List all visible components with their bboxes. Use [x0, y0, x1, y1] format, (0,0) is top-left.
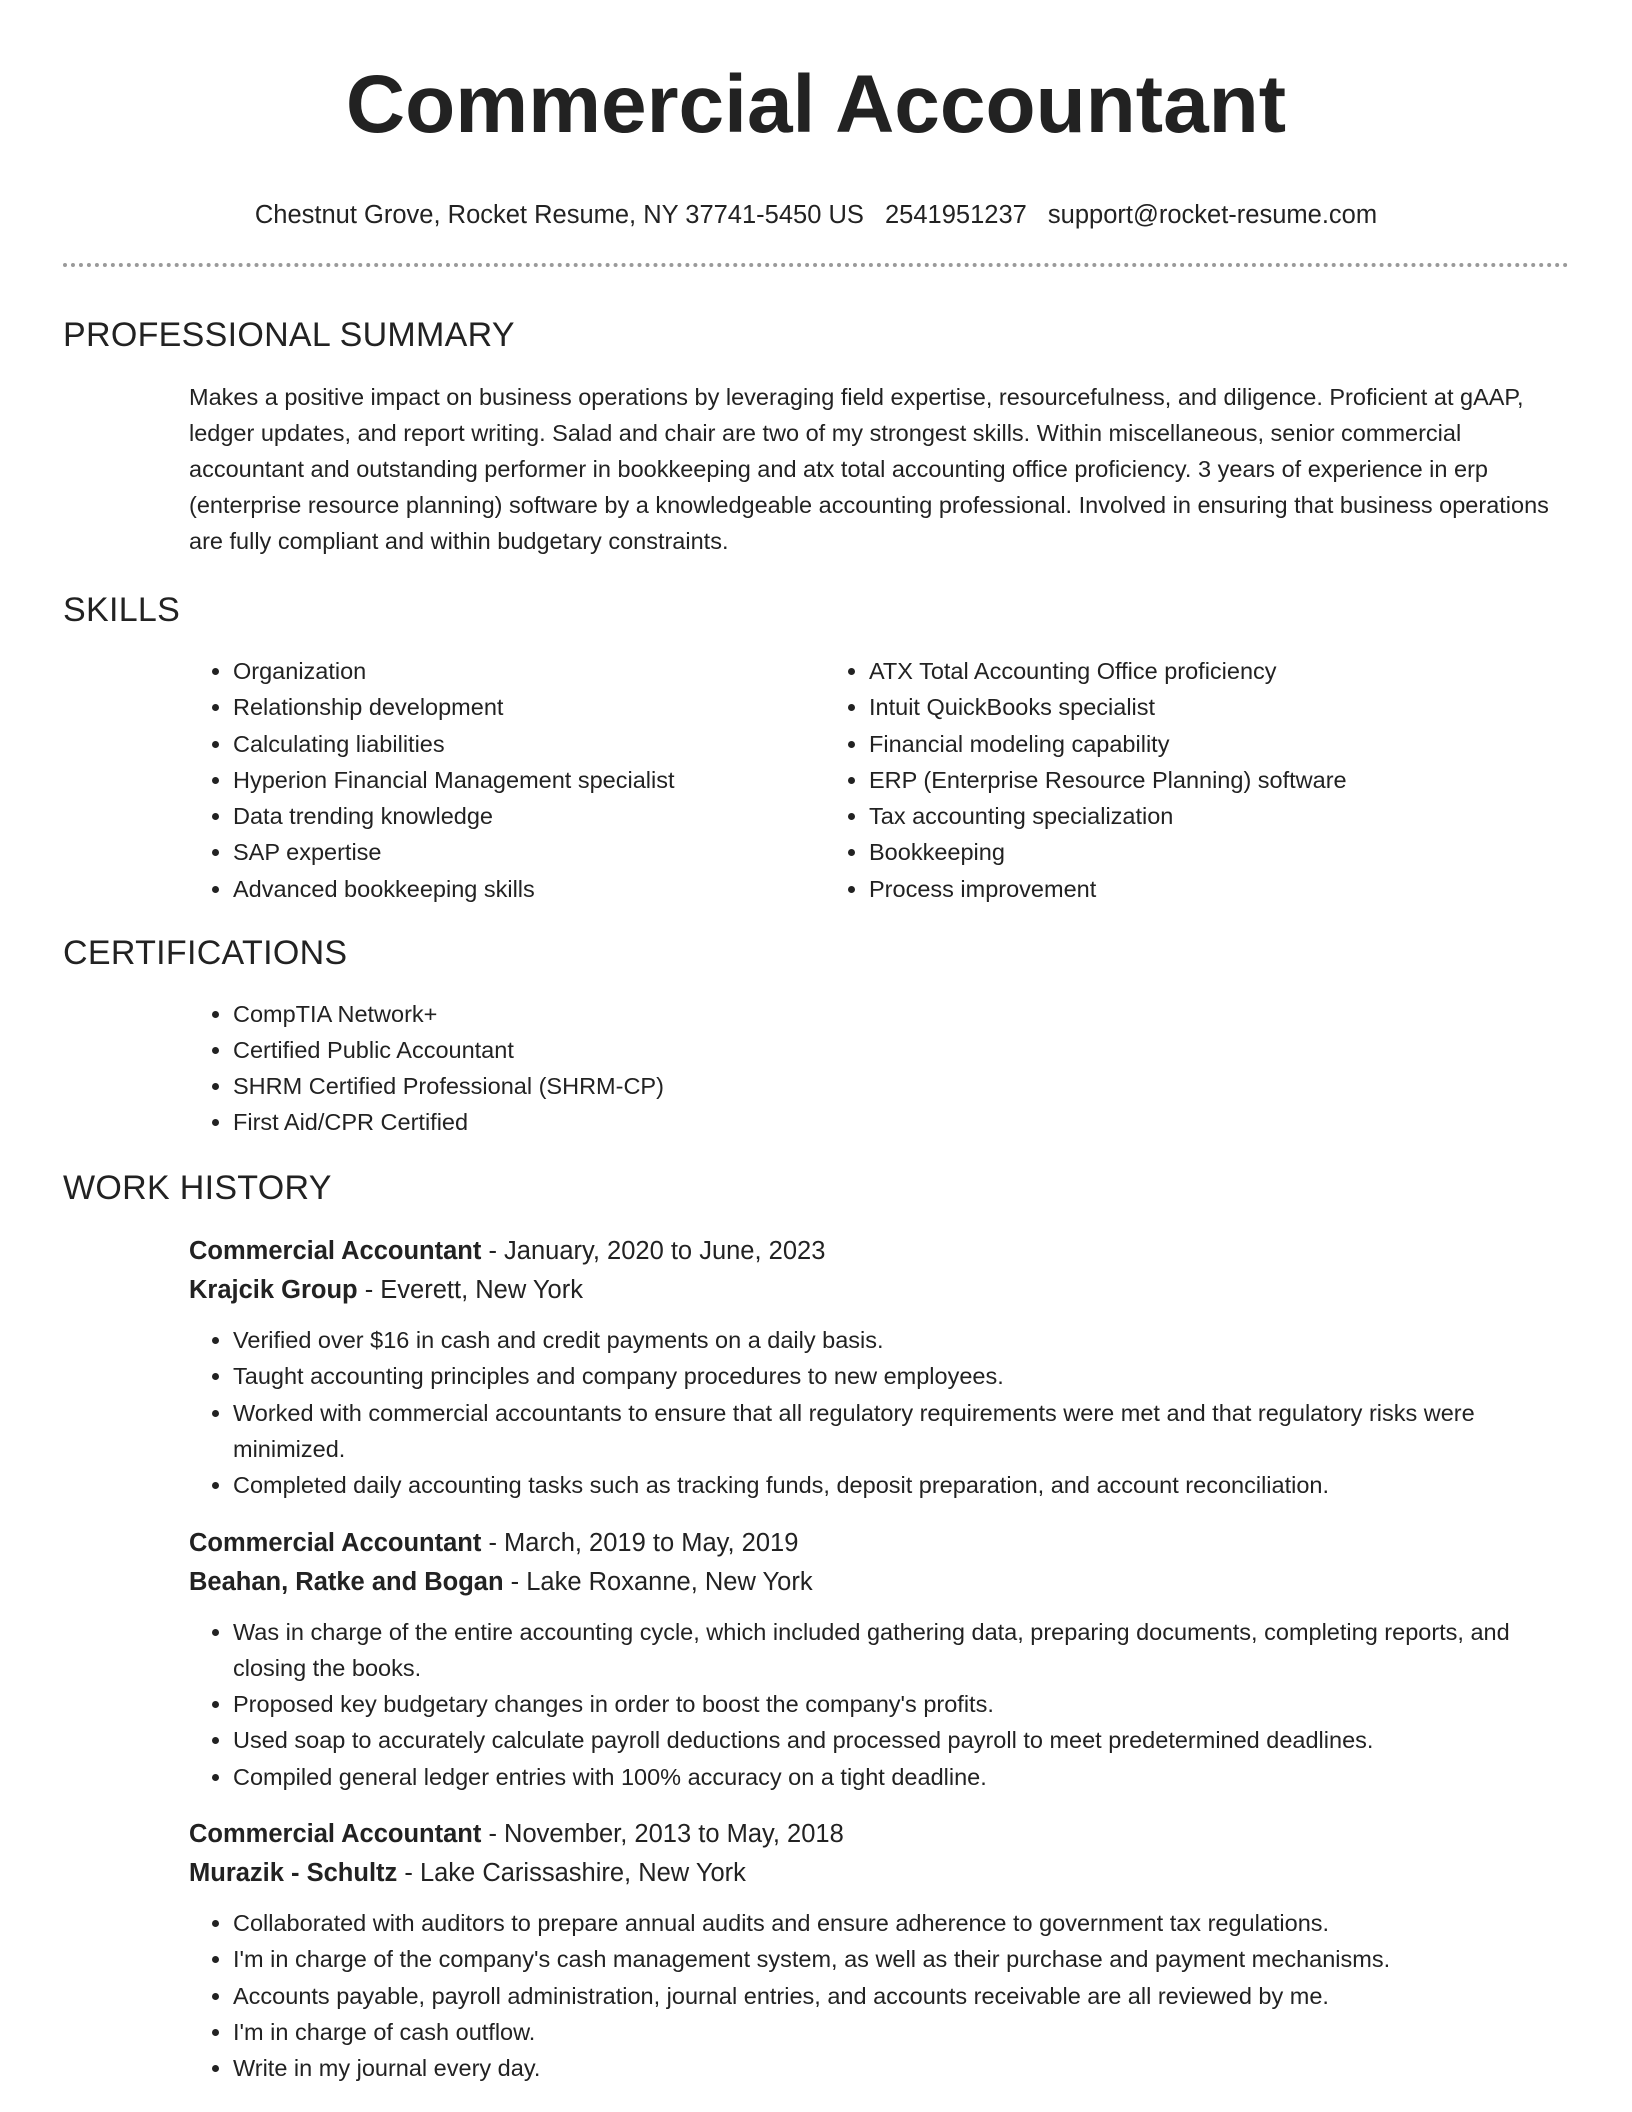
job-bullet: • Taught accounting principles and company procedures to new employees. — [233, 1358, 1569, 1394]
skill-item: • Calculating liabilities — [233, 726, 825, 762]
skill-item: • Intuit QuickBooks specialist — [869, 689, 1347, 725]
skill-item: • Organization — [233, 653, 825, 689]
job-entry — [189, 1815, 1569, 2086]
contact-line — [63, 197, 1569, 233]
job-role: Commercial Accountant — [189, 1820, 482, 1849]
skill-item: • ERP (Enterprise Resource Planning) software — [869, 762, 1347, 798]
section-title-skills: SKILLS — [63, 591, 181, 629]
job-company: Beahan, Ratke and Bogan — [189, 1567, 504, 1596]
skill-item: • Data trending knowledge — [233, 798, 825, 834]
job-location: - Lake Roxanne, New York — [503, 1567, 813, 1596]
job-title-line — [189, 1524, 1569, 1563]
section-title-work-history: WORK HISTORY — [63, 1169, 332, 1208]
job-bullet: • Worked with commercial accountants to ensure that all regulatory requirements were met and that regulatory risks were minimized. — [233, 1395, 1569, 1468]
job-bullet: • Accounts payable, payroll administration, journal entries, and accounts receivable are all reviewed by me. — [233, 1978, 1569, 2014]
job-bullet: • Was in charge of the entire accounting cycle, which included gathering data, preparing documents, completing reports, and closing the books. — [233, 1614, 1569, 1687]
job-company-line — [189, 1563, 1569, 1602]
job-bullets — [189, 1905, 1569, 2086]
certification-item: • First Aid/CPR Certified — [233, 1104, 1569, 1140]
job-bullet: • Completed daily accounting tasks such as tracking funds, deposit preparation, and account reconciliation. — [233, 1467, 1569, 1503]
job-role: Commercial Accountant — [189, 1528, 482, 1557]
job-bullet: • Write in my journal every day. — [233, 2050, 1569, 2086]
skills-grid — [189, 653, 1569, 907]
summary-text: Makes a positive impact on business operations by leveraging field expertise, resourcefulness, and diligence. Proficient at gAAP, ledger updates, and report writing. Salad and chair are two of my strongest skills. Within miscellaneous, senior commercial accountant and outstanding performer in bookkeeping and atx total accounting office proficiency. 3 years of experience in erp (enterprise resource planning) software by a knowledgeable accounting professional. Involved in ensuring that business operations are fully compliant and within budgetary constraints. — [189, 384, 1549, 554]
certifications-list — [189, 996, 1569, 1140]
job-dates: - November, 2013 to May, 2018 — [481, 1820, 844, 1849]
certification-item: • Certified Public Accountant — [233, 1032, 1569, 1068]
contact-phone: 2541951237 — [885, 201, 1027, 229]
job-bullets — [189, 1322, 1569, 1503]
job-location: - Lake Carissashire, New York — [397, 1859, 746, 1888]
job-location: - Everett, New York — [357, 1276, 583, 1305]
header-divider — [63, 263, 1569, 267]
certification-item: • CompTIA Network+ — [233, 996, 1569, 1032]
skill-item: • Process improvement — [869, 871, 1347, 907]
skill-item: • Bookkeeping — [869, 834, 1347, 870]
job-bullet: • I'm in charge of the company's cash management system, as well as their purchase and payment mechanisms. — [233, 1941, 1569, 1977]
job-bullet: • Proposed key budgetary changes in order to boost the company's profits. — [233, 1686, 1569, 1722]
job-title-line — [189, 1232, 1569, 1271]
job-role: Commercial Accountant — [189, 1237, 482, 1266]
resume-name: Commercial Accountant — [345, 59, 1287, 150]
job-bullet: • Used soap to accurately calculate payroll deductions and processed payroll to meet predetermined deadlines. — [233, 1722, 1569, 1758]
job-bullets — [189, 1614, 1569, 1795]
section-title-certifications: CERTIFICATIONS — [63, 934, 348, 973]
job-dates: - January, 2020 to June, 2023 — [481, 1237, 826, 1266]
skill-item: • ATX Total Accounting Office proficiency — [869, 653, 1347, 689]
job-dates: - March, 2019 to May, 2019 — [481, 1528, 799, 1557]
skills-list-right — [825, 653, 1347, 907]
job-bullet: • I'm in charge of cash outflow. — [233, 2014, 1569, 2050]
job-bullet: • Verified over $16 in cash and credit payments on a daily basis. — [233, 1322, 1569, 1358]
job-company: Krajcik Group — [189, 1276, 358, 1305]
job-company-line — [189, 1854, 1569, 1893]
skill-item: • Tax accounting specialization — [869, 798, 1347, 834]
job-company: Murazik - Schultz — [189, 1859, 398, 1888]
job-entry — [189, 1232, 1569, 1503]
section-title-summary: PROFESSIONAL SUMMARY — [63, 316, 515, 354]
job-bullet: • Collaborated with auditors to prepare annual audits and ensure adherence to government tax regulations. — [233, 1905, 1569, 1941]
contact-email: support@rocket-resume.com — [1047, 201, 1378, 229]
skills-list-left — [189, 653, 825, 907]
job-entry — [189, 1524, 1569, 1795]
job-company-line — [189, 1271, 1569, 1310]
skill-item: • SAP expertise — [233, 834, 825, 870]
certification-item: • SHRM Certified Professional (SHRM-CP) — [233, 1068, 1569, 1104]
skill-item: • Relationship development — [233, 689, 825, 725]
contact-address: Chestnut Grove, Rocket Resume, NY 37741-5450 US — [254, 201, 864, 229]
job-bullet: • Compiled general ledger entries with 100% accuracy on a tight deadline. — [233, 1759, 1569, 1795]
job-title-line — [189, 1815, 1569, 1854]
skill-item: • Advanced bookkeeping skills — [233, 871, 825, 907]
skill-item: • Hyperion Financial Management specialist — [233, 762, 825, 798]
skill-item: • Financial modeling capability — [869, 726, 1347, 762]
